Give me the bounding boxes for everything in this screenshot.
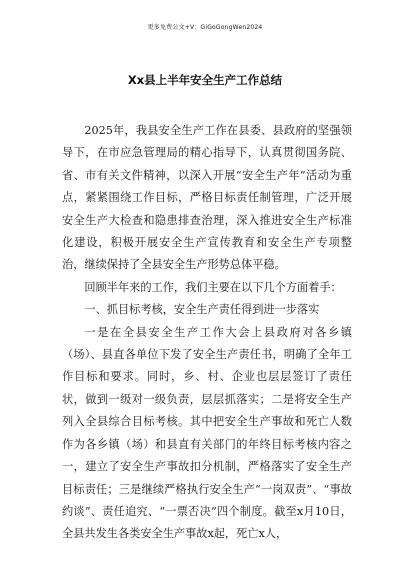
paragraph-intro: 2025年，我县安全生产工作在县委、县政府的坚强领导下，在市应急管理局的精心指导下，认真贯彻国务院、省、市有关文件精神，以深入开展“安全生产年”活动为重点，紧紧围绕工作目标，严格目标责任制管理，广泛开展安全生产大检查和隐患排查治理，深入推进安全生产标准化建设，积极开展安全生产宣传教育和安全生产专项整治，继续保持了全县安全生产形势总体平稳。 — [62, 124, 352, 272]
section-heading-1: 一、抓目标考核，安全生产责任得到进一步落实 — [84, 303, 320, 317]
paragraph-section-1: 一是在全县安全生产工作大会上县政府对各乡镇（场）、县直各单位下发了安全生产责任书，明确了全年工作目标和要求。同时，乡、村、企业也层层签订了责任状，做到一级对一级负责，层层抓落实；二是将安全生产列入全县综合目标考核。其中把安全生产事故和死亡人数作为各乡镇（场）和县直有关部门的年终目标考核内容之一，建立了安全生产事故扣分机制，严格落实了安全生产目标责任；三是继续严格执行安全生产“一岗双责”、“事故约谈”、责任追究、“一票否决”四个制度。截至x月10日，全县共发生各类安全生产事故x起，死亡x人， — [62, 325, 352, 541]
paragraph-review: 回顾半年来的工作，我们主要在以下几个方面着手： — [84, 280, 342, 294]
header-note: 更多免费公文+V：GiGoGongWen2024 — [147, 24, 263, 31]
document-title: Xx县上半年安全生产工作总结 — [127, 73, 283, 87]
document-body — [62, 120, 352, 546]
